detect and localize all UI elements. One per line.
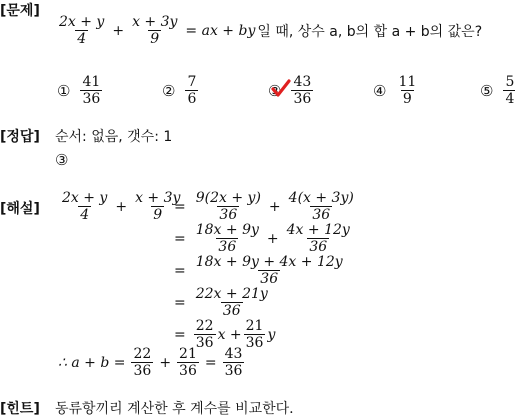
solution-fraction (244, 318, 266, 351)
fraction-numerator: x + 3y (135, 190, 181, 206)
equation-rhs: = ax + by (185, 22, 256, 39)
fraction-denominator: 36 (218, 239, 237, 255)
therefore-expression: ∴ a + b = (58, 354, 126, 371)
solution-fraction (285, 222, 352, 255)
problem-statement (55, 14, 482, 47)
fraction-numerator: 5 (505, 74, 515, 90)
hint-label: [힌트] (0, 401, 40, 416)
solution-fraction (194, 286, 270, 319)
choice-1[interactable] (57, 74, 104, 107)
hint-text: 동류항끼리 계산한 후 계수를 비교한다. (55, 401, 294, 416)
fraction-numerator: x + 3y (132, 14, 178, 30)
choice-2[interactable] (162, 74, 200, 107)
choice-marker: ① (57, 81, 71, 100)
answer-label: [정답] (0, 129, 40, 145)
fraction-numerator: 4x + 12y (286, 222, 350, 238)
choice-fraction (80, 74, 102, 107)
equals-sign: = (204, 354, 217, 371)
fraction-numerator: 21 (179, 346, 197, 362)
choice-5[interactable] (480, 74, 515, 107)
fraction-denominator: 36 (219, 207, 238, 223)
solution-step-3 (174, 254, 347, 287)
solution-fraction (194, 254, 345, 287)
fraction-denominator: 4 (80, 207, 90, 223)
choice-fraction (396, 74, 418, 107)
fraction-denominator: 36 (260, 271, 279, 287)
fraction-numerator: 41 (82, 74, 101, 90)
solution-step-2 (174, 222, 354, 255)
fraction-denominator: 4 (77, 31, 87, 47)
fraction-numerator: 2x + y (62, 190, 108, 206)
fraction-denominator: 4 (505, 91, 515, 107)
equals-sign: = (174, 230, 186, 247)
solution-fraction (287, 190, 356, 223)
solution-label: [해설] (0, 201, 40, 217)
choice-marker: ⑤ (480, 81, 494, 100)
fraction-denominator: 36 (312, 207, 331, 223)
fraction-numerator: 43 (224, 346, 243, 362)
variable-y-term: y (267, 326, 276, 343)
fraction-denominator: 36 (179, 363, 197, 379)
fraction-numerator: 11 (398, 74, 417, 90)
equals-sign: = (174, 198, 186, 215)
answer-value: ③ (55, 151, 69, 169)
plus-sign: + (268, 198, 281, 215)
fraction-denominator: 36 (245, 335, 264, 351)
plus-sign: + (266, 230, 279, 247)
solution-step-1 (174, 190, 358, 223)
fraction-numerator: 4(x + 3y) (288, 190, 354, 206)
choice-marker: ② (162, 81, 176, 100)
fraction-numerator: 2x + y (59, 14, 105, 30)
equals-sign: = (174, 326, 186, 343)
plus-sign: + (112, 22, 125, 39)
fraction-denominator: 36 (195, 335, 214, 351)
fraction-numerator: 7 (187, 74, 197, 90)
fraction-numerator: 22 (195, 318, 214, 334)
fraction-numerator: 22 (133, 346, 152, 362)
fraction-denominator: 6 (187, 91, 197, 107)
problem-fraction-1 (57, 14, 106, 47)
problem-text: 일 때, 상수 a, b의 합 a + b의 값은? (257, 23, 483, 40)
equals-sign: = (174, 294, 186, 311)
solution-fraction (177, 346, 199, 379)
fraction-numerator: 43 (293, 74, 312, 90)
solution-fraction (223, 346, 245, 379)
red-checkmark-icon (271, 78, 291, 98)
problem-label: [문제] (0, 3, 40, 19)
choice-marker: ④ (373, 81, 387, 100)
answer-meta: 순서: 없음, 갯수: 1 (55, 129, 173, 145)
solution-step-4 (174, 286, 272, 319)
choice-marker: ③ (268, 81, 282, 100)
variable-x-term: x + (217, 326, 242, 343)
solution-fraction (131, 346, 153, 379)
solution-lhs (58, 190, 184, 223)
problem-fraction-2 (130, 14, 179, 47)
fraction-numerator: 18x + 9y (195, 222, 259, 238)
solution-fraction (194, 190, 263, 223)
fraction-denominator: 9 (402, 91, 412, 107)
fraction-numerator: 21 (245, 318, 264, 334)
choice-fraction (185, 74, 198, 107)
fraction-denominator: 36 (224, 363, 243, 379)
choice-fraction (503, 74, 515, 107)
solution-fraction (194, 222, 261, 255)
choice-4[interactable] (373, 74, 420, 107)
choice-fraction (291, 74, 313, 107)
fraction-denominator: 36 (309, 239, 328, 255)
fraction-denominator: 9 (150, 31, 160, 47)
plus-sign: + (115, 198, 128, 215)
plus-sign: + (159, 354, 172, 371)
equals-sign: = (174, 262, 186, 279)
solution-fraction (60, 190, 109, 223)
fraction-denominator: 36 (82, 91, 101, 107)
fraction-numerator: 18x + 9y + 4x + 12y (195, 254, 343, 270)
fraction-denominator: 36 (133, 363, 152, 379)
fraction-denominator: 36 (222, 303, 241, 319)
fraction-denominator: 36 (293, 91, 312, 107)
fraction-numerator: 9(2x + y) (195, 190, 261, 206)
fraction-numerator: 22x + 21y (195, 286, 268, 302)
solution-conclusion (58, 346, 246, 379)
fraction-denominator: 9 (153, 207, 163, 223)
